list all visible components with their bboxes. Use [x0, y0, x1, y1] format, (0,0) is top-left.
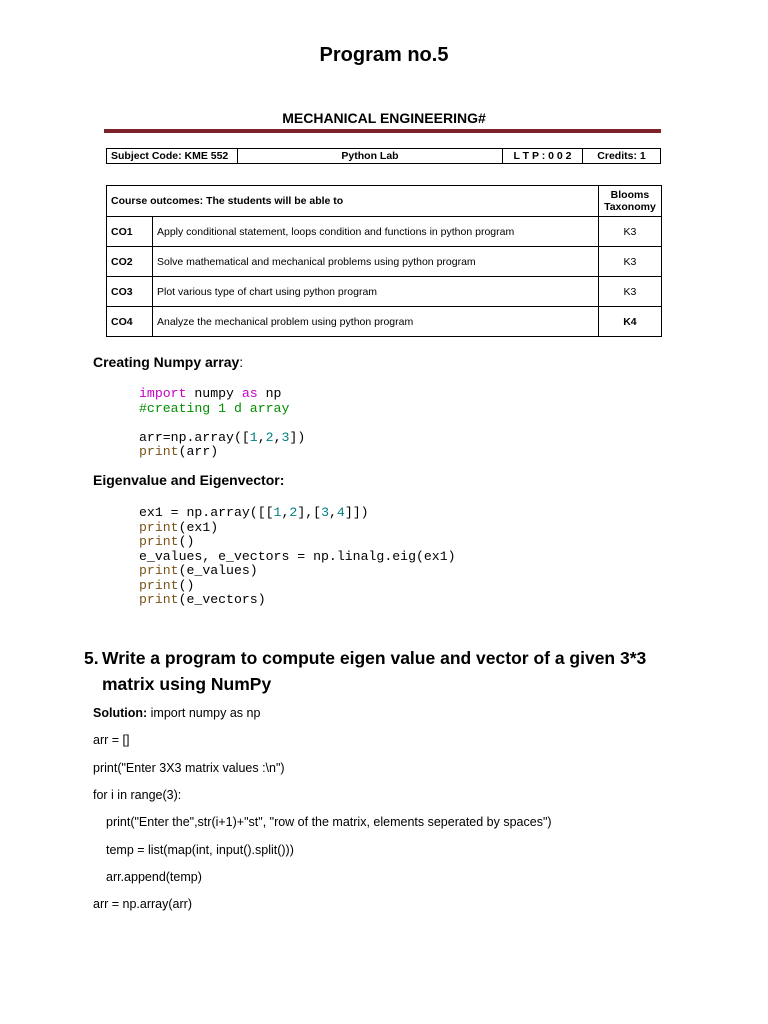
solution-line: arr = []	[93, 733, 130, 747]
course-name: Python Lab	[238, 149, 503, 164]
table-row	[107, 217, 662, 247]
solution-label: Solution:	[93, 706, 148, 720]
question-number: 5.	[84, 648, 99, 668]
co-level: K4	[598, 307, 661, 337]
solution-line: print("Enter the",str(i+1)+"st", "row of the matrix, elements seperated by spaces")	[106, 815, 552, 829]
co-description: Solve mathematical and mechanical problems using python program	[153, 247, 599, 277]
code-block-numpy: import numpy as np #creating 1 d array arr=np.array([1,2,3]) print(arr)	[139, 386, 306, 459]
question-line1: Write a program to compute eigen value and vector of a given 3*3	[102, 648, 647, 668]
co-code: CO3	[107, 277, 153, 307]
header-divider	[104, 129, 661, 133]
section-heading-numpy	[93, 354, 243, 370]
credits-value: Credits: 1	[583, 149, 661, 164]
ltp-value: L T P : 0 0 2	[503, 149, 583, 164]
outcomes-header: Course outcomes: The students will be able to	[107, 186, 599, 217]
co-code: CO2	[107, 247, 153, 277]
table-row	[107, 277, 662, 307]
question-line2: matrix using NumPy	[102, 674, 272, 694]
numpy-heading-text: Creating Numpy array	[93, 354, 240, 370]
co-description: Apply conditional statement, loops condition and functions in python program	[153, 217, 599, 247]
solution-line: temp = list(map(int, input().split()))	[106, 843, 294, 857]
subject-info-table	[106, 148, 661, 164]
blooms-header-line2: Taxonomy	[604, 201, 656, 213]
co-level: K3	[598, 247, 661, 277]
solution-line: arr = np.array(arr)	[93, 897, 192, 911]
co-code: CO4	[107, 307, 153, 337]
section-heading-eigen: Eigenvalue and Eigenvector:	[93, 472, 285, 488]
solution-line: print("Enter 3X3 matrix values :\n")	[93, 761, 285, 775]
co-description: Plot various type of chart using python program	[153, 277, 599, 307]
co-level: K3	[598, 277, 661, 307]
table-row	[107, 307, 662, 337]
co-description: Analyze the mechanical problem using python program	[153, 307, 599, 337]
blooms-header-line1: Blooms	[610, 189, 650, 201]
table-row	[107, 247, 662, 277]
solution-line: for i in range(3):	[93, 788, 182, 802]
code-block-eigen: ex1 = np.array([[1,2],[3,4]]) print(ex1) print() e_values, e_vectors = np.linalg.eig(ex1) print(e_values) print() print(e_vectors)	[139, 505, 456, 607]
co-level: K3	[598, 217, 661, 247]
subject-code: Subject Code: KME 552	[107, 149, 238, 164]
numpy-heading-colon: :	[239, 354, 244, 370]
department-heading: MECHANICAL ENGINEERING#	[282, 110, 486, 126]
course-outcomes-table	[106, 185, 662, 337]
solution-line: Solution: import numpy as np	[93, 706, 261, 720]
co-code: CO1	[107, 217, 153, 247]
page-title: Program no.5	[319, 44, 449, 66]
solution-line: arr.append(temp)	[106, 870, 202, 884]
blooms-header	[598, 186, 661, 217]
question-heading	[84, 645, 724, 697]
